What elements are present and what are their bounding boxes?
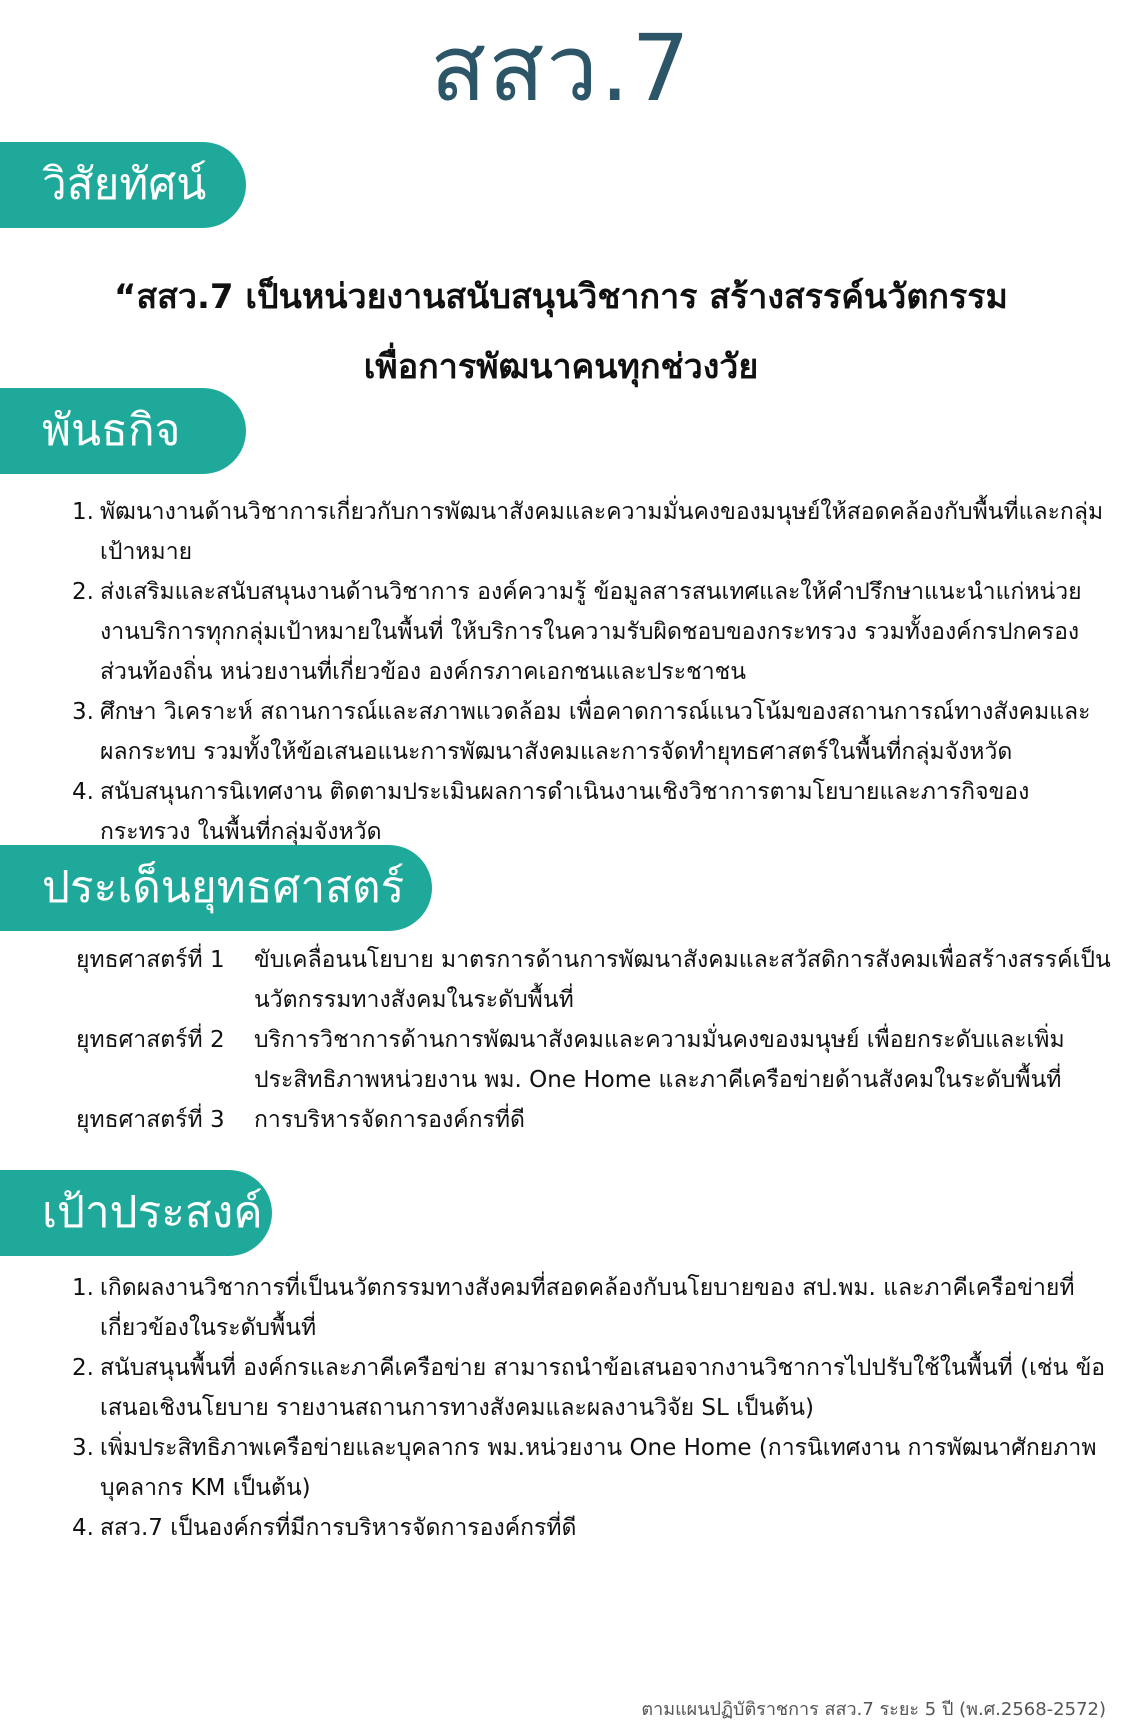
item-text: สนับสนุนพื้นที่ องค์กรและภาคีเครือข่าย สามารถนำข้อเสนอจากงานวิชาการไปปรับใช้ในพื้นที่ (เช่น ข้อเสนอเชิงนโยบาย รายงานสถานการทางสังคมและผลงานวิจัย SL เป็นต้น) xyxy=(100,1355,1106,1421)
mission-list xyxy=(72,492,1112,852)
list-item xyxy=(72,1508,1112,1548)
goals-heading: เป้าประสงค์ xyxy=(0,1170,272,1256)
item-text: สนับสนุนการนิเทศงาน ติดตามประเมินผลการดำเนินงานเชิงวิชาการตามโยบายและภารกิจของกระทรวง ในพื้นที่กลุ่มจังหวัด xyxy=(100,779,1030,845)
list-item xyxy=(72,1428,1112,1508)
strategy-heading: ประเด็นยุทธศาสตร์ xyxy=(0,845,432,931)
list-item xyxy=(76,1100,1116,1140)
item-number: 3. xyxy=(72,1435,94,1461)
item-text: เพิ่มประสิทธิภาพเครือข่ายและบุคลากร พม.หน่วยงาน One Home (การนิเทศงาน การพัฒนาศักยภาพบุคลากร KM เป็นต้น) xyxy=(100,1435,1097,1501)
item-text: ส่งเสริมและสนับสนุนงานด้านวิชาการ องค์ความรู้ ข้อมูลสารสนเทศและให้คำปรึกษาแนะนำแก่หน่วยงานบริการทุกกลุ่มเป้าหมายในพื้นที่ ให้บริการในความรับผิดชอบของกระทรวง รวมทั้งองค์กรปกครองส่วนท้องถิ่น หน่วยงานที่เกี่ยวข้อง องค์กรภาคเอกชนและประชาชน xyxy=(100,579,1082,685)
item-number: 2. xyxy=(72,1355,94,1381)
item-number: 3. xyxy=(72,699,94,725)
list-item xyxy=(72,572,1112,692)
vision-heading: วิสัยทัศน์ xyxy=(0,142,246,228)
vision-line-2: เพื่อการพัฒนาคนทุกช่วงวัย xyxy=(363,347,759,387)
item-number: 2. xyxy=(72,579,94,605)
item-number: 4. xyxy=(72,1515,94,1541)
list-item xyxy=(72,492,1112,572)
item-text: ศึกษา วิเคราะห์ สถานการณ์และสภาพแวดล้อม เพื่อคาดการณ์แนวโน้มของสถานการณ์ทางสังคมและผลกระทบ รวมทั้งให้ข้อเสนอแนะการพัฒนาสังคมและการจัดทำยุทธศาสตร์ในพื้นที่กลุ่มจังหวัด xyxy=(100,699,1091,765)
item-text: พัฒนางานด้านวิชาการเกี่ยวกับการพัฒนาสังคมและความมั่นคงของมนุษย์ให้สอดคล้องกับพื้นที่และกลุ่มเป้าหมาย xyxy=(100,499,1104,565)
list-item xyxy=(72,772,1112,852)
goals-list xyxy=(72,1268,1112,1548)
footnote: ตามแผนปฏิบัติราชการ สสว.7 ระยะ 5 ปี (พ.ศ.2568-2572) xyxy=(641,1699,1106,1720)
page-title: สสว.7 xyxy=(430,15,692,122)
vision-statement xyxy=(0,262,1122,402)
list-item xyxy=(76,1020,1116,1100)
strategy-label: ยุทธศาสตร์ที่ 3 xyxy=(76,1107,225,1133)
strategy-label: ยุทธศาสตร์ที่ 2 xyxy=(76,1027,225,1053)
strategy-label: ยุทธศาสตร์ที่ 1 xyxy=(76,947,225,973)
mission-heading: พันธกิจ xyxy=(0,388,246,474)
item-text: สสว.7 เป็นองค์กรที่มีการบริหารจัดการองค์กรที่ดี xyxy=(100,1515,577,1541)
strategy-list xyxy=(76,940,1116,1140)
list-item xyxy=(72,692,1112,772)
item-number: 1. xyxy=(72,499,94,525)
item-number: 1. xyxy=(72,1275,94,1301)
list-item xyxy=(72,1348,1112,1428)
list-item xyxy=(76,940,1116,1020)
vision-line-1: “สสว.7 เป็นหน่วยงานสนับสนุนวิชาการ สร้างสรรค์นวัตกรรม xyxy=(114,277,1008,317)
strategy-text: ขับเคลื่อนนโยบาย มาตรการด้านการพัฒนาสังคมและสวัสดิการสังคมเพื่อสร้างสรรค์เป็นนวัตกรรมทางสังคมในระดับพื้นที่ xyxy=(254,947,1111,1013)
item-text: เกิดผลงานวิชาการที่เป็นนวัตกรรมทางสังคมที่สอดคล้องกับนโยบายของ สป.พม. และภาคีเครือข่ายที่เกี่ยวข้องในระดับพื้นที่ xyxy=(100,1275,1075,1341)
strategy-text: บริการวิชาการด้านการพัฒนาสังคมและความมั่นคงของมนุษย์ เพื่อยกระดับและเพิ่มประสิทธิภาพหน่วยงาน พม. One Home และภาคีเครือข่ายด้านสังคมในระดับพื้นที่ xyxy=(254,1027,1065,1093)
item-number: 4. xyxy=(72,779,94,805)
list-item xyxy=(72,1268,1112,1348)
strategy-text: การบริหารจัดการองค์กรที่ดี xyxy=(254,1107,525,1133)
